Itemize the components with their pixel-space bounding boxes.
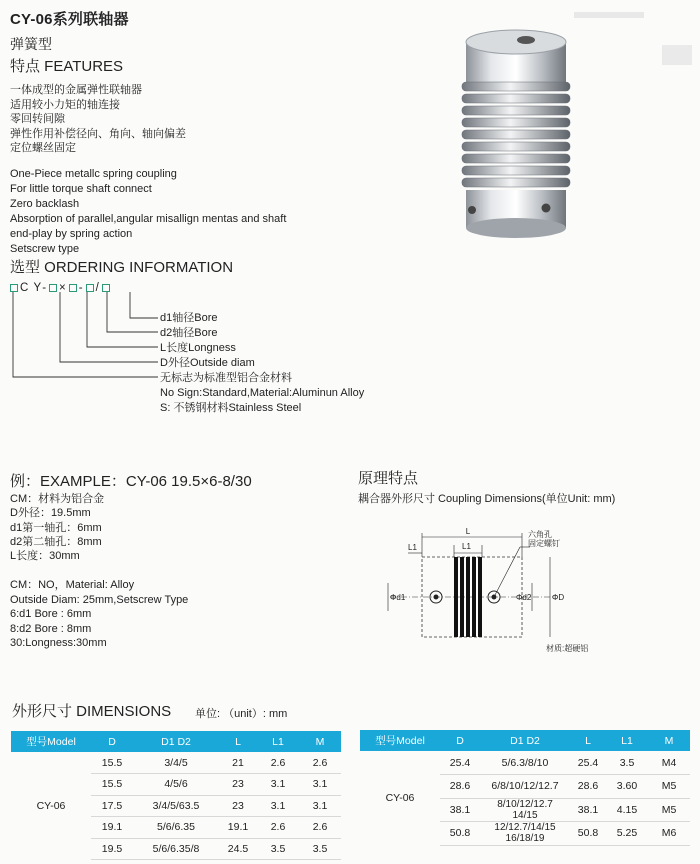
list-item: 6:d1 Bore : 6mm <box>10 608 92 620</box>
list-item: CM：NO，Material: Alloy <box>10 579 135 591</box>
column-header: M <box>648 730 690 751</box>
features-en-list <box>10 167 286 256</box>
table-header-row <box>360 730 690 751</box>
table-row <box>11 752 341 774</box>
table-cell: 3/4/5/63.5 <box>133 795 219 817</box>
table-cell: 38.1 <box>570 798 606 822</box>
column-header: M <box>299 731 341 752</box>
coupling-dimension-diagram <box>370 525 640 660</box>
table-cell: 8/10/12/12.7 14/15 <box>480 798 570 822</box>
ordering-leader-lines <box>0 290 170 390</box>
page-title: CY-06系列联轴器 <box>10 11 129 28</box>
dim-d2-label: Φd2 <box>516 593 532 602</box>
column-header: 型号Model <box>11 731 91 752</box>
list-item: D外径：19.5mm <box>10 507 91 520</box>
list-item: CM：材料为铝合金 <box>10 493 105 505</box>
model-cell: CY-06 <box>385 792 415 804</box>
list-item: One-Piece metallc spring coupling <box>10 168 177 180</box>
list-item: Outside Diam: 25mm,Setscrew Type <box>10 593 189 606</box>
table-cell: 19.1 <box>91 817 133 839</box>
table-cell: 3.5 <box>299 838 341 860</box>
table-cell: 21 <box>219 752 257 774</box>
table-cell: 50.8 <box>440 822 480 846</box>
model-cell: CY-06 <box>36 799 66 812</box>
legend-item: No Sign:Standard,Material:Aluminun Alloy <box>160 387 365 399</box>
table-cell: 28.6 <box>440 775 480 799</box>
table-cell: 25.4 <box>440 751 480 775</box>
column-header: L1 <box>257 731 299 752</box>
legend-item: S: 不锈钢材料Stainless Steel <box>160 402 302 414</box>
list-item: 弹性作用补偿径向、角向、轴向偏差 <box>10 127 186 140</box>
table-cell: M5 <box>648 798 690 822</box>
table-cell: 50.8 <box>570 822 606 846</box>
legend-item: d1轴径Bore <box>160 312 218 324</box>
list-item: L长度：30mm <box>10 550 80 563</box>
table-cell: 15.5 <box>91 752 133 774</box>
scan-artifact <box>662 45 692 65</box>
principle-heading: 原理特点 <box>358 470 419 487</box>
list-item: 一体成型的金属弹性联轴器 <box>10 84 142 96</box>
table-cell: 3.1 <box>257 774 299 796</box>
list-item: d1第一轴孔：6mm <box>10 521 102 534</box>
material-label: 材质:超硬铝 <box>546 644 589 653</box>
dim-L-label: L <box>465 527 471 536</box>
table-cell: 38.1 <box>440 798 480 822</box>
list-item: d2第二轴孔：8mm <box>10 535 102 548</box>
legend-item: D外径Outside diam <box>160 357 255 369</box>
table-cell: 23 <box>219 774 257 796</box>
list-item: Zero backlash <box>10 197 80 210</box>
table-cell: M4 <box>648 751 690 775</box>
table-cell: M5 <box>648 775 690 799</box>
dim-D-label: ΦD <box>552 593 565 602</box>
code-separator: / <box>95 282 100 294</box>
dimensions-table-left <box>11 731 341 860</box>
ordering-heading: 选型 ORDERING INFORMATION <box>10 259 234 276</box>
table-cell: 4/5/6 <box>133 774 219 796</box>
column-header: L1 <box>606 730 648 751</box>
coupling-product-image <box>448 20 598 240</box>
code-separator: - <box>42 282 48 294</box>
dim-d1-label: Φd1 <box>390 593 406 602</box>
table-cell: 15.5 <box>91 774 133 796</box>
table-cell: 25.4 <box>570 751 606 775</box>
code-separator: - <box>78 282 84 294</box>
list-item: 30:Longness:30mm <box>10 637 107 649</box>
table-cell: 2.6 <box>257 817 299 839</box>
legend-item: L长度Longness <box>160 342 236 354</box>
table-header-row <box>11 731 341 752</box>
table-cell: 2.6 <box>299 817 341 839</box>
table-cell: 6/8/10/12/12.7 <box>480 775 570 799</box>
table-cell: 3.1 <box>257 795 299 817</box>
table-cell: 5/6.3/8/10 <box>480 751 570 775</box>
table-cell: M6 <box>648 822 690 846</box>
list-item: end-play by spring action <box>10 227 133 240</box>
table-cell: 2.6 <box>257 752 299 774</box>
table-cell: 4.15 <box>606 798 648 822</box>
page-subtitle: 弹簧型 <box>10 36 52 52</box>
table-cell: 5/6/6.35/8 <box>133 838 219 860</box>
legend-item: 无标志为标准型铝合金材料 <box>160 372 292 384</box>
dimensions-table-right <box>360 730 690 846</box>
list-item: Absorption of parallel,angular misallign mentas and shaft <box>10 212 287 225</box>
table-cell: 3.5 <box>606 751 648 775</box>
list-item: 适用较小力矩的轴连接 <box>10 98 120 111</box>
list-item: For little torque shaft connect <box>10 182 152 195</box>
column-header: D <box>440 730 480 751</box>
table-cell: 3.60 <box>606 775 648 799</box>
example-cn-list <box>10 492 104 563</box>
list-item: 零回转间隙 <box>10 113 65 126</box>
table-cell: 3.5 <box>257 838 299 860</box>
table-cell: 3/4/5 <box>133 752 219 774</box>
code-letter: C <box>20 282 30 294</box>
scan-artifact <box>574 12 644 18</box>
ordering-legend <box>160 311 364 416</box>
table-cell: 24.5 <box>219 838 257 860</box>
code-letter: Y <box>33 282 43 294</box>
code-separator: × <box>59 282 67 294</box>
table-cell: 19.5 <box>91 838 133 860</box>
column-header: L <box>570 730 606 751</box>
table-cell: 28.6 <box>570 775 606 799</box>
column-header: L <box>219 731 257 752</box>
table-cell: 5/6/6.35 <box>133 817 219 839</box>
example-en-list <box>10 578 188 651</box>
table-cell: 3.1 <box>299 795 341 817</box>
table-row <box>360 751 690 775</box>
column-header: D1 D2 <box>480 730 570 751</box>
features-heading: 特点 FEATURES <box>10 58 124 75</box>
legend-item: d2轴径Bore <box>160 327 218 339</box>
list-item: Setscrew type <box>10 242 80 255</box>
table-cell: 12/12.7/14/15 16/18/19 <box>480 822 570 846</box>
dimensions-heading: 外形尺寸 DIMENSIONS <box>12 703 172 720</box>
example-heading: 例：EXAMPLE：CY-06 19.5×6-8/30 <box>10 473 252 490</box>
column-header: D1 D2 <box>133 731 219 752</box>
unit-note: 单位: （unit）: mm <box>195 708 288 720</box>
dim-L1-label: L1 <box>462 542 471 551</box>
column-header: D <box>91 731 133 752</box>
hex-hole-label: 六角孔 <box>528 530 552 539</box>
column-header: 型号Model <box>360 730 440 751</box>
principle-subheading: 耦合器外形尺寸 Coupling Dimensions(单位Unit: mm) <box>358 493 616 505</box>
table-cell: 19.1 <box>219 817 257 839</box>
table-cell: 17.5 <box>91 795 133 817</box>
features-cn-list <box>10 83 186 156</box>
list-item: 8:d2 Bore : 8mm <box>10 622 92 635</box>
list-item: 定位螺丝固定 <box>10 142 76 155</box>
table-cell: 3.1 <box>299 774 341 796</box>
table-cell: 5.25 <box>606 822 648 846</box>
dim-L1-label: L1 <box>408 543 417 552</box>
table-cell: 23 <box>219 795 257 817</box>
setscrew-label: 固定螺钉 <box>528 539 560 548</box>
table-cell: 2.6 <box>299 752 341 774</box>
